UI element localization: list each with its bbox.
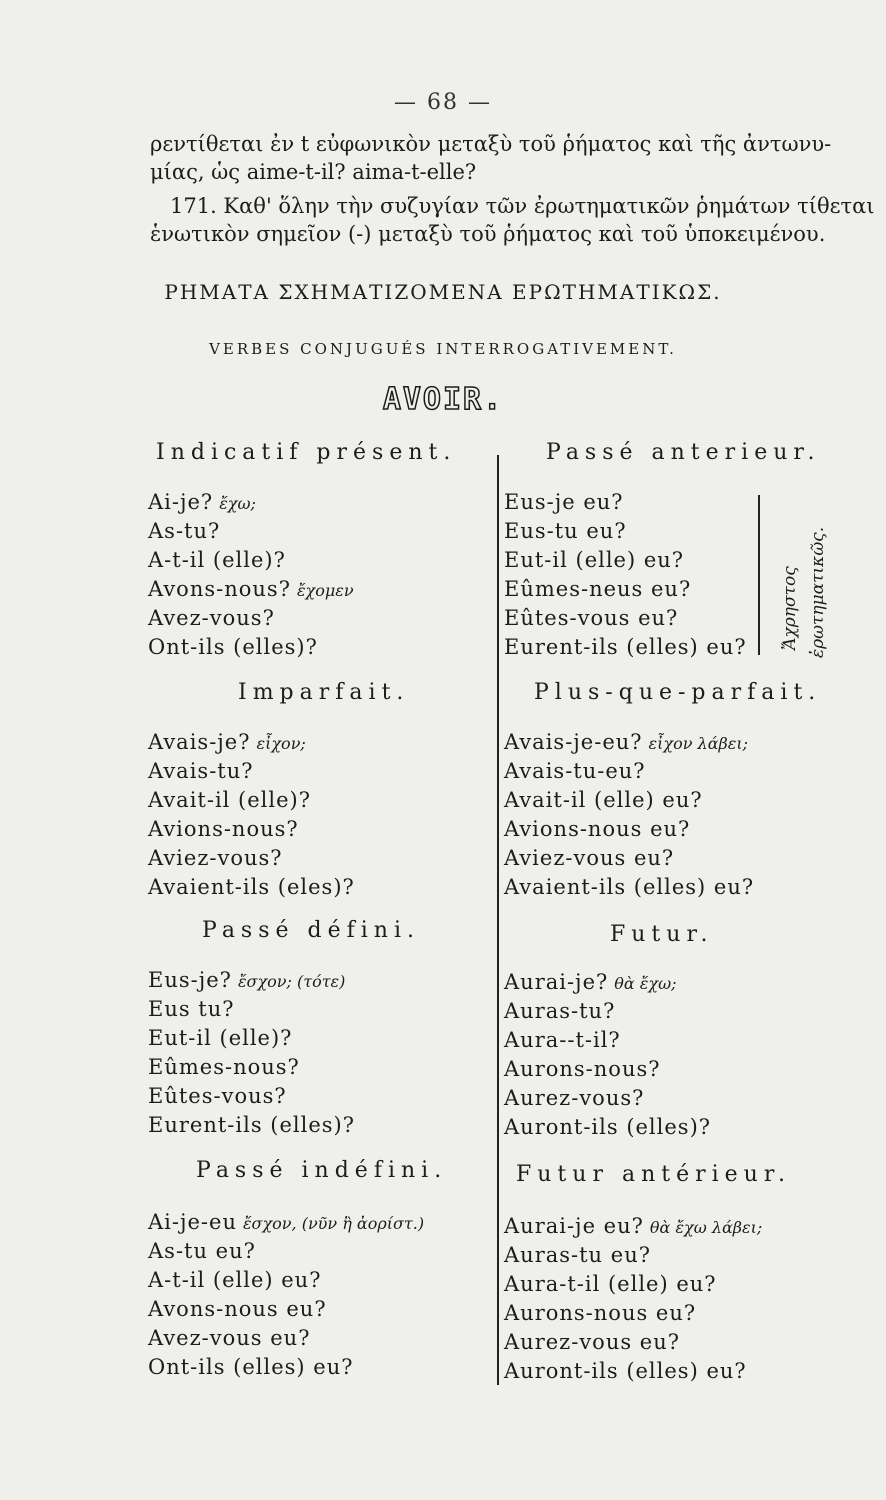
side-note-line: Ἄχρηστος (780, 566, 800, 650)
page-number: — 68 — (394, 90, 492, 115)
conjugation-row (148, 815, 299, 843)
conjugation-row (148, 966, 345, 996)
conjugation-row (504, 1241, 651, 1269)
conjugation-row (148, 488, 256, 518)
tense-heading: Plus-que-parfait. (534, 680, 822, 705)
conjugation-row (148, 844, 283, 872)
tense-heading: Passé défini. (202, 918, 421, 943)
conjugation-row (504, 1055, 661, 1083)
verb-form: Ont-ils (elles)? (148, 635, 318, 659)
conjugation-row (148, 633, 318, 661)
verb-form: Avais-je-eu? (504, 730, 643, 754)
tense-heading: Futur antérieur. (516, 1162, 791, 1187)
conjugation-row (504, 1212, 762, 1242)
verb-form: Aurai-je? (504, 970, 609, 994)
conjugation-row (148, 1208, 424, 1238)
verb-form: As-tu? (148, 519, 221, 543)
right-column (504, 0, 864, 1500)
conjugation-row (148, 757, 254, 785)
greek-gloss: ἔσχον, (νῦν ἢ ἀορίστ.) (242, 1214, 425, 1233)
conjugation-row (504, 757, 646, 785)
conjugation-row (148, 995, 235, 1023)
conjugation-row (504, 873, 754, 901)
verb-form: Auras-tu eu? (504, 1243, 651, 1267)
verb-form: Ai-je? (148, 490, 214, 514)
conjugation-row (504, 1299, 696, 1327)
verb-form: A-t-il (elle)? (148, 548, 286, 572)
verb-form: Avons-nous? (148, 577, 291, 601)
conjugation-row (504, 604, 678, 632)
verb-form: Avions-nous? (148, 817, 299, 841)
conjugation-row (504, 633, 747, 661)
side-note-line: ἐρωτηματικῶς. (808, 526, 828, 658)
conjugation-row (148, 517, 220, 545)
tense-heading: Passé anterieur. (546, 440, 821, 465)
conjugation-row (504, 546, 684, 574)
verb-form: Avions-nous eu? (504, 817, 691, 841)
verb-form: Eurent-ils (elles) eu? (504, 635, 747, 659)
conjugation-row (148, 1266, 321, 1294)
conjugation-row (148, 1324, 310, 1352)
conjugation-row (148, 1053, 300, 1081)
conjugation-row (148, 1082, 287, 1110)
verb-heading: AVOIR. (382, 382, 504, 417)
conjugation-row (504, 728, 748, 758)
conjugation-row (504, 1084, 644, 1112)
verb-form: Aurons-nous? (504, 1057, 661, 1081)
conjugation-row (504, 844, 674, 872)
verb-form: Ont-ils (elles) eu? (148, 1355, 354, 1379)
conjugation-row (148, 873, 355, 901)
verb-form: Avait-il (elle) eu? (504, 788, 703, 812)
tense-heading: Imparfait. (238, 680, 410, 705)
conjugation-row (504, 488, 624, 516)
conjugation-row (148, 604, 275, 632)
conjugation-row (504, 1328, 680, 1356)
intro-line: μίας, ὡς aime-t-il? aima-t-elle? (150, 160, 477, 184)
verb-form: Avais-tu-eu? (504, 759, 646, 783)
section-title-greek: ΡΗΜΑΤΑ ΣΧΗΜΑΤΙΖΟΜΕΝΑ ΕΡΩΤΗΜΑΤΙΚΩΣ. (164, 280, 722, 304)
verb-form: Avez-vous? (148, 606, 275, 630)
verb-form: Aura--t-il? (504, 1028, 621, 1052)
conjugation-row (504, 815, 690, 843)
verb-form: Eut-il (elle)? (148, 1026, 293, 1050)
conjugation-row (504, 1026, 621, 1054)
verb-form: Avaient-ils (eles)? (148, 875, 355, 899)
conjugation-row (148, 1353, 354, 1381)
verb-form: Auras-tu? (504, 999, 616, 1023)
tense-heading: Indicatif présent. (156, 440, 457, 465)
conjugation-row (504, 1357, 747, 1385)
greek-gloss: ἔσχον; (τότε) (237, 972, 346, 991)
verb-form: Avons-nous eu? (148, 1297, 327, 1321)
conjugation-row (148, 786, 311, 814)
intro-line: 171. Καθ' ὅλην τὴν συζυγίαν τῶν ἐρωτηματικῶν ῥημάτων τίθεται (170, 194, 875, 218)
verb-form: Avaient-ils (elles) eu? (504, 875, 755, 899)
verb-form: Eus tu? (148, 997, 235, 1021)
section-title-french: VERBES CONJUGUÉS INTERROGATIVEMENT. (209, 340, 677, 358)
tense-heading: Passé indéfini. (196, 1158, 448, 1183)
conjugation-row (504, 1270, 717, 1298)
verb-form: Aviez-vous eu? (504, 846, 675, 870)
intro-line: ἑνωτικὸν σημεῖον (-) μεταξὺ τοῦ ῥήματος καὶ τοῦ ὑποκειμένου. (150, 222, 826, 246)
verb-form: Eurent-ils (elles)? (148, 1113, 355, 1137)
verb-form: Avait-il (elle)? (148, 788, 311, 812)
verb-form: Avez-vous eu? (148, 1326, 311, 1350)
verb-form: Eûtes-vous? (148, 1084, 287, 1108)
verb-form: Eus-je? (148, 968, 232, 992)
verb-form: Ai-je-eu (148, 1210, 237, 1234)
verb-form: Aura-t-il (elle) eu? (504, 1272, 717, 1296)
side-note (766, 500, 830, 660)
verb-form: Aurez-vous eu? (504, 1330, 681, 1354)
verb-form: Eus-je eu? (504, 490, 624, 514)
conjugation-row (504, 786, 703, 814)
verb-form: Aurons-nous eu? (504, 1301, 697, 1325)
conjugation-row (148, 1024, 292, 1052)
verb-form: Aurai-je eu? (504, 1214, 644, 1238)
verb-form: A-t-il (elle) eu? (148, 1268, 322, 1292)
conjugation-row (504, 997, 615, 1025)
verb-form: Eûmes-nous? (148, 1055, 300, 1079)
conjugation-row (148, 1111, 355, 1139)
left-column (148, 0, 508, 1500)
verb-form: Eûmes-neus eu? (504, 577, 692, 601)
verb-form: Aviez-vous? (148, 846, 283, 870)
intro-line: ρεντίθεται ἐν t εὐφωνικὸν μεταξὺ τοῦ ῥήματος καὶ τῆς ἀντωνυ- (150, 132, 832, 156)
verb-form: Auront-ils (elles) eu? (504, 1359, 747, 1383)
conjugation-row (148, 728, 306, 758)
verb-form: As-tu eu? (148, 1239, 256, 1263)
verb-form: Eut-il (elle) eu? (504, 548, 685, 572)
conjugation-row (504, 1113, 711, 1141)
verb-form: Eûtes-vous eu? (504, 606, 679, 630)
conjugation-row (148, 1295, 327, 1323)
conjugation-row (504, 968, 677, 998)
conjugation-row (148, 575, 354, 605)
verb-form: Avais-je? (148, 730, 251, 754)
greek-gloss: εἶχον λάβει; (648, 734, 748, 753)
greek-gloss: εἶχον; (256, 734, 306, 753)
conjugation-row (504, 575, 691, 603)
greek-gloss: θὰ ἔχω; (614, 974, 677, 993)
conjugation-row (148, 546, 286, 574)
verb-form: Avais-tu? (148, 759, 254, 783)
verb-form: Auront-ils (elles)? (504, 1115, 712, 1139)
tense-heading: Futur. (610, 922, 714, 947)
verb-form: Eus-tu eu? (504, 519, 627, 543)
greek-gloss: ἔχομεν (296, 581, 354, 600)
greek-gloss: θὰ ἔχω λάβει; (649, 1218, 763, 1237)
conjugation-row (504, 517, 627, 545)
conjugation-row (148, 1237, 256, 1265)
greek-gloss: ἔχω; (219, 494, 256, 513)
verb-form: Aurez-vous? (504, 1086, 645, 1110)
